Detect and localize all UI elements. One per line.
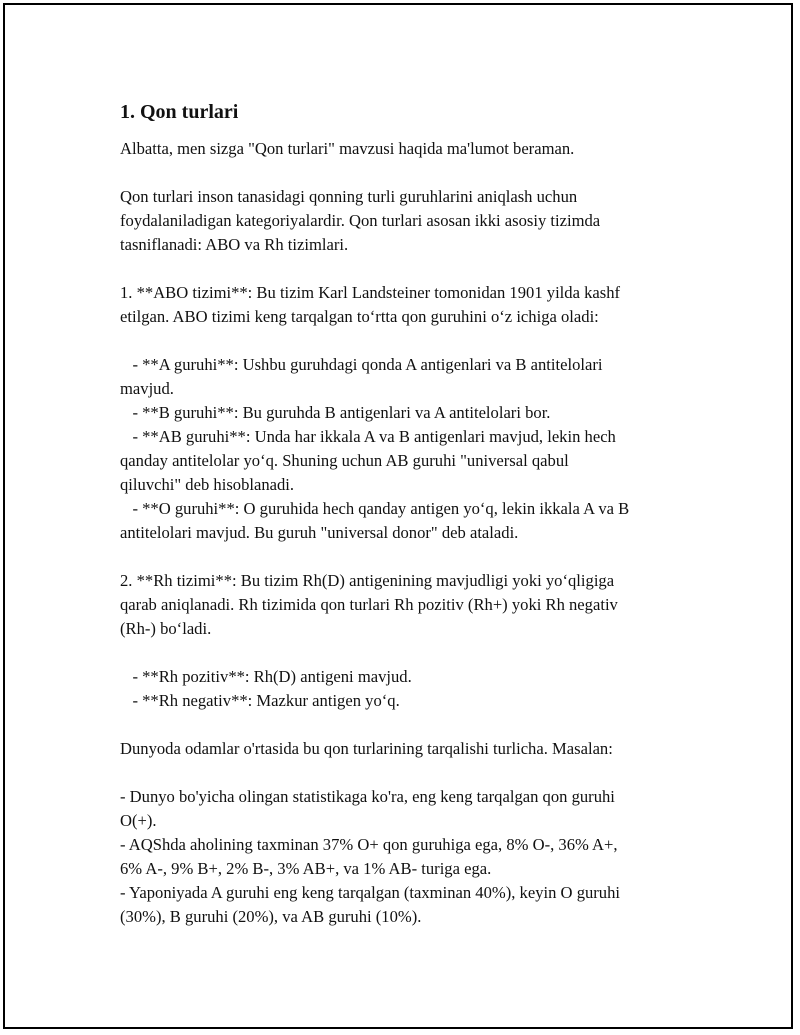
blank-line <box>120 761 700 785</box>
blank-line <box>120 257 700 281</box>
text-line: 1. **ABO tizimi**: Bu tizim Karl Landsteiner tomonidan 1901 yilda kashf <box>120 283 621 302</box>
blank-line <box>120 161 700 185</box>
text-line: - Yaponiyada A guruhi eng keng tarqalgan (taxminan 40%), keyin O guruhi <box>120 883 621 902</box>
text-line: mavjud. <box>120 379 174 398</box>
text-line: etilgan. ABO tizimi keng tarqalgan to‘rtta qon guruhini o‘z ichiga oladi: <box>120 307 599 326</box>
text-line: - **AB guruhi**: Unda har ikkala A va B antigenlari mavjud, lekin hech <box>120 427 616 446</box>
text-line: qanday antitelolar yo‘q. Shuning uchun AB guruhi "universal qabul <box>120 451 569 470</box>
text-line: - AQShda aholining taxminan 37% O+ qon guruhiga ega, 8% O-, 36% A+, <box>120 835 618 854</box>
text-line: qarab aniqlanadi. Rh tizimida qon turlari Rh pozitiv (Rh+) yoki Rh negativ <box>120 595 618 614</box>
document-body <box>120 99 700 929</box>
text-line: antitelolari mavjud. Bu guruh "universal donor" deb ataladi. <box>120 523 519 542</box>
text-line: tasniflanadi: ABO va Rh tizimlari. <box>120 235 349 254</box>
text-line: Qon turlari inson tanasidagi qonning turli guruhlarini aniqlash uchun <box>120 187 578 206</box>
text-line: Dunyoda odamlar o'rtasida bu qon turlarining tarqalishi turlicha. Masalan: <box>120 739 613 758</box>
text-line: Albatta, men sizga "Qon turlari" mavzusi haqida ma'lumot beraman. <box>120 139 575 158</box>
text-line: - **Rh pozitiv**: Rh(D) antigeni mavjud. <box>120 667 412 686</box>
text-line: 6% A-, 9% B+, 2% B-, 3% AB+, va 1% AB- turiga ega. <box>120 859 492 878</box>
text-line: qiluvchi" deb hisoblanadi. <box>120 475 295 494</box>
text-lines <box>120 137 700 929</box>
text-line: - **B guruhi**: Bu guruhda B antigenlari va A antitelolari bor. <box>120 403 551 422</box>
text-line: - **Rh negativ**: Mazkur antigen yo‘q. <box>120 691 400 710</box>
blank-line <box>120 329 700 353</box>
text-line: (30%), B guruhi (20%), va AB guruhi (10%). <box>120 907 422 926</box>
text-line: 2. **Rh tizimi**: Bu tizim Rh(D) antigenining mavjudligi yoki yo‘qligiga <box>120 571 615 590</box>
document-page <box>3 3 793 1029</box>
blank-line <box>120 545 700 569</box>
section-title: 1. Qon turlari <box>120 101 239 123</box>
text-line: O(+). <box>120 811 157 830</box>
text-line: - **A guruhi**: Ushbu guruhdagi qonda A antigenlari va B antitelolari <box>120 355 603 374</box>
text-line: foydalaniladigan kategoriyalardir. Qon turlari asosan ikki asosiy tizimda <box>120 211 601 230</box>
text-line: - Dunyo bo'yicha olingan statistikaga ko'ra, eng keng tarqalgan qon guruhi <box>120 787 615 806</box>
blank-line <box>120 641 700 665</box>
text-line: - **O guruhi**: O guruhida hech qanday antigen yo‘q, lekin ikkala A va B <box>120 499 630 518</box>
blank-line <box>120 713 700 737</box>
text-line: (Rh-) bo‘ladi. <box>120 619 212 638</box>
